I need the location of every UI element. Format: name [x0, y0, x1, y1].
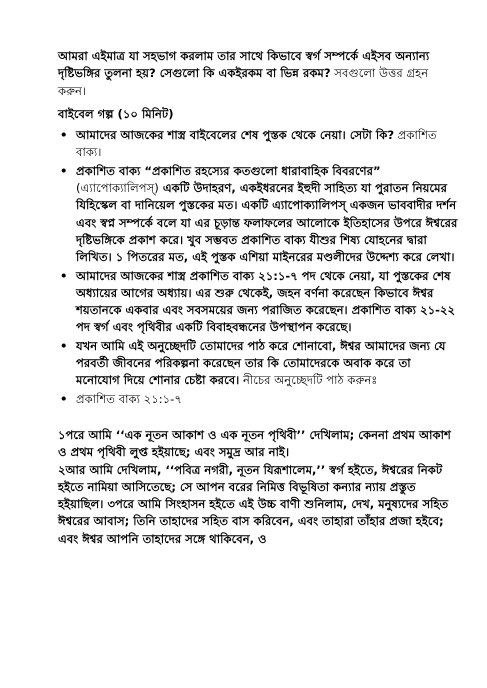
bullet-icon: •: [60, 391, 68, 406]
intro-instruction: সবগুলো উত্তর গ্রহন করুন।: [58, 66, 429, 98]
passage-verse-1: ১পরে আমি ‘‘এক নূতন আকাশ ও এক নূতন পৃথিবী’’ দেখিলাম; কেননা প্রথম আকাশ ও প্রথম পৃথিবী লুপ্ত হইয়াছে; এবং সমুদ্র আর নাই।: [58, 427, 451, 460]
bullet-bold-text-continued: একটি উদাহরণ, একইধরনের ইহুদী সাহিত্য যা পুরাতন নিয়মের যিহিস্কেল বা দানিয়েল পুস্তকের মত। একটি এ্যাপোক্যালিপস্ একজন ভাববাদীর দর্শন এবং স্বপ্ন সম্পর্কে বলে যা এর চূড়ান্ত ফলাফলের আলোকে ইতিহাসের উপরে ঈশ্বরের দৃষ্টিভঙ্গিকে প্রকাশ করে। খুব সম্ভবত প্রকাশিত বাক্য যীশুর শিষ্য যোহনের দ্বারা লিখিত। ১ পিতরের মত, এই পুস্তক এশিয়া মাইনরের মণ্ডলীদের উদ্দেশ্য করে লেখা।: [76, 181, 458, 265]
bullet-bold-text: যখন আমি এই অনুচ্ছেদটি তোমাদের পাঠ করে শোনাবো, ঈশ্বর আমাদের জন্য যে পরবর্তী জীবনের পরিকল্পনা করেছেন তার কি তোমাদেরকে অবাক করে তা মনোযোগ দিয়ে শোনার চেষ্টা করবে।: [76, 338, 446, 388]
document-page: [58, 48, 458, 548]
intro-question: আমরা এইমাত্র যা সহভাগ করলাম তার সাথে কিভাবে স্বর্গ সম্পর্কে এইসব অন্যান্য দৃষ্টিভঙ্গির তুলনা হয়? সেগুলো কি একইরকম বা ভিন্ন রকম?: [58, 49, 430, 81]
bullet-icon: •: [60, 268, 68, 283]
bullet-bold-text: আমাদের আজকের শাস্ত্র বাইবেলের শেষ পুস্তক থেকে নেয়া। সেটা কি?: [76, 128, 395, 143]
list-item: [58, 268, 458, 337]
list-item: [58, 391, 458, 408]
bullet-icon: •: [60, 128, 68, 143]
bullet-bold-text: আমাদের আজকের শাস্ত্র প্রকাশিত বাক্য ২১:১-৭ পদ থেকে নেয়া, যা পুস্তকের শেষ অধ্যায়ের আগের অধ্যায়। এর শুরু থেকেই, জহন বর্ণনা করেছেন কিভাবে ঈশ্বর শয়তানকে একবার এবং সবসময়ের জন্য পরাজিত করেছেন। প্রকাশিত বাক্য ২১-২২ পদ স্বর্গ এবং পৃথিবীর একটি বিবাহবন্ধনের উপস্থাপন করেছে।: [76, 268, 456, 335]
scripture-passage: [58, 427, 458, 548]
list-item: [58, 338, 458, 390]
list-item: [58, 163, 458, 267]
bullet-icon: •: [60, 338, 68, 353]
bullet-icon: •: [60, 163, 68, 178]
scripture-reference: প্রকাশিত বাক্য ২১:১-৭: [76, 391, 182, 406]
passage-verse-2-3: ২আর আমি দেখিলাম, ‘‘পবিত্র নগরী, নূতন যিরূশালেম,’’ স্বর্গ হইতে, ঈশ্বরের নিকট হইতে নামিয়া আসিতেছে; সে আপন বরের নিমিত্ত বিভূষিতা কন্যার ন্যায় প্রস্তুত হইয়াছিল। ৩পরে আমি সিংহাসন হইতে এই উচ্চ বাণী শুনিলাম, দেখ, মনুষ্যদের সহিত ঈশ্বরের আবাস; তিনি তাহাদের সহিত বাস করিবেন, এবং তাহারা তাঁহার প্রজা হইবে; এবং ঈশ্বর আপনি তাহাদের সঙ্গে থাকিবেন, ও: [58, 462, 449, 546]
list-item: [58, 127, 458, 162]
bullet-normal-text: (এ্যাপোক্যালিপস্): [76, 181, 159, 196]
bullet-bold-text: প্রকাশিত বাক্য “প্রকাশিত রহস্যের কতগুলো ধারাবাহিক বিবরণের”: [76, 163, 381, 178]
bullet-instruction-text: নীচের অনুচ্ছেদটি পাঠ করুনঃ: [239, 373, 378, 388]
intro-paragraph: [58, 48, 458, 100]
section-heading: বাইবেল গল্প (১০ মিনিট): [58, 106, 174, 121]
spacer: [58, 409, 458, 427]
bullet-answer-text: প্রকাশিত বাক্য।: [76, 128, 437, 160]
bullet-list: [58, 127, 458, 408]
